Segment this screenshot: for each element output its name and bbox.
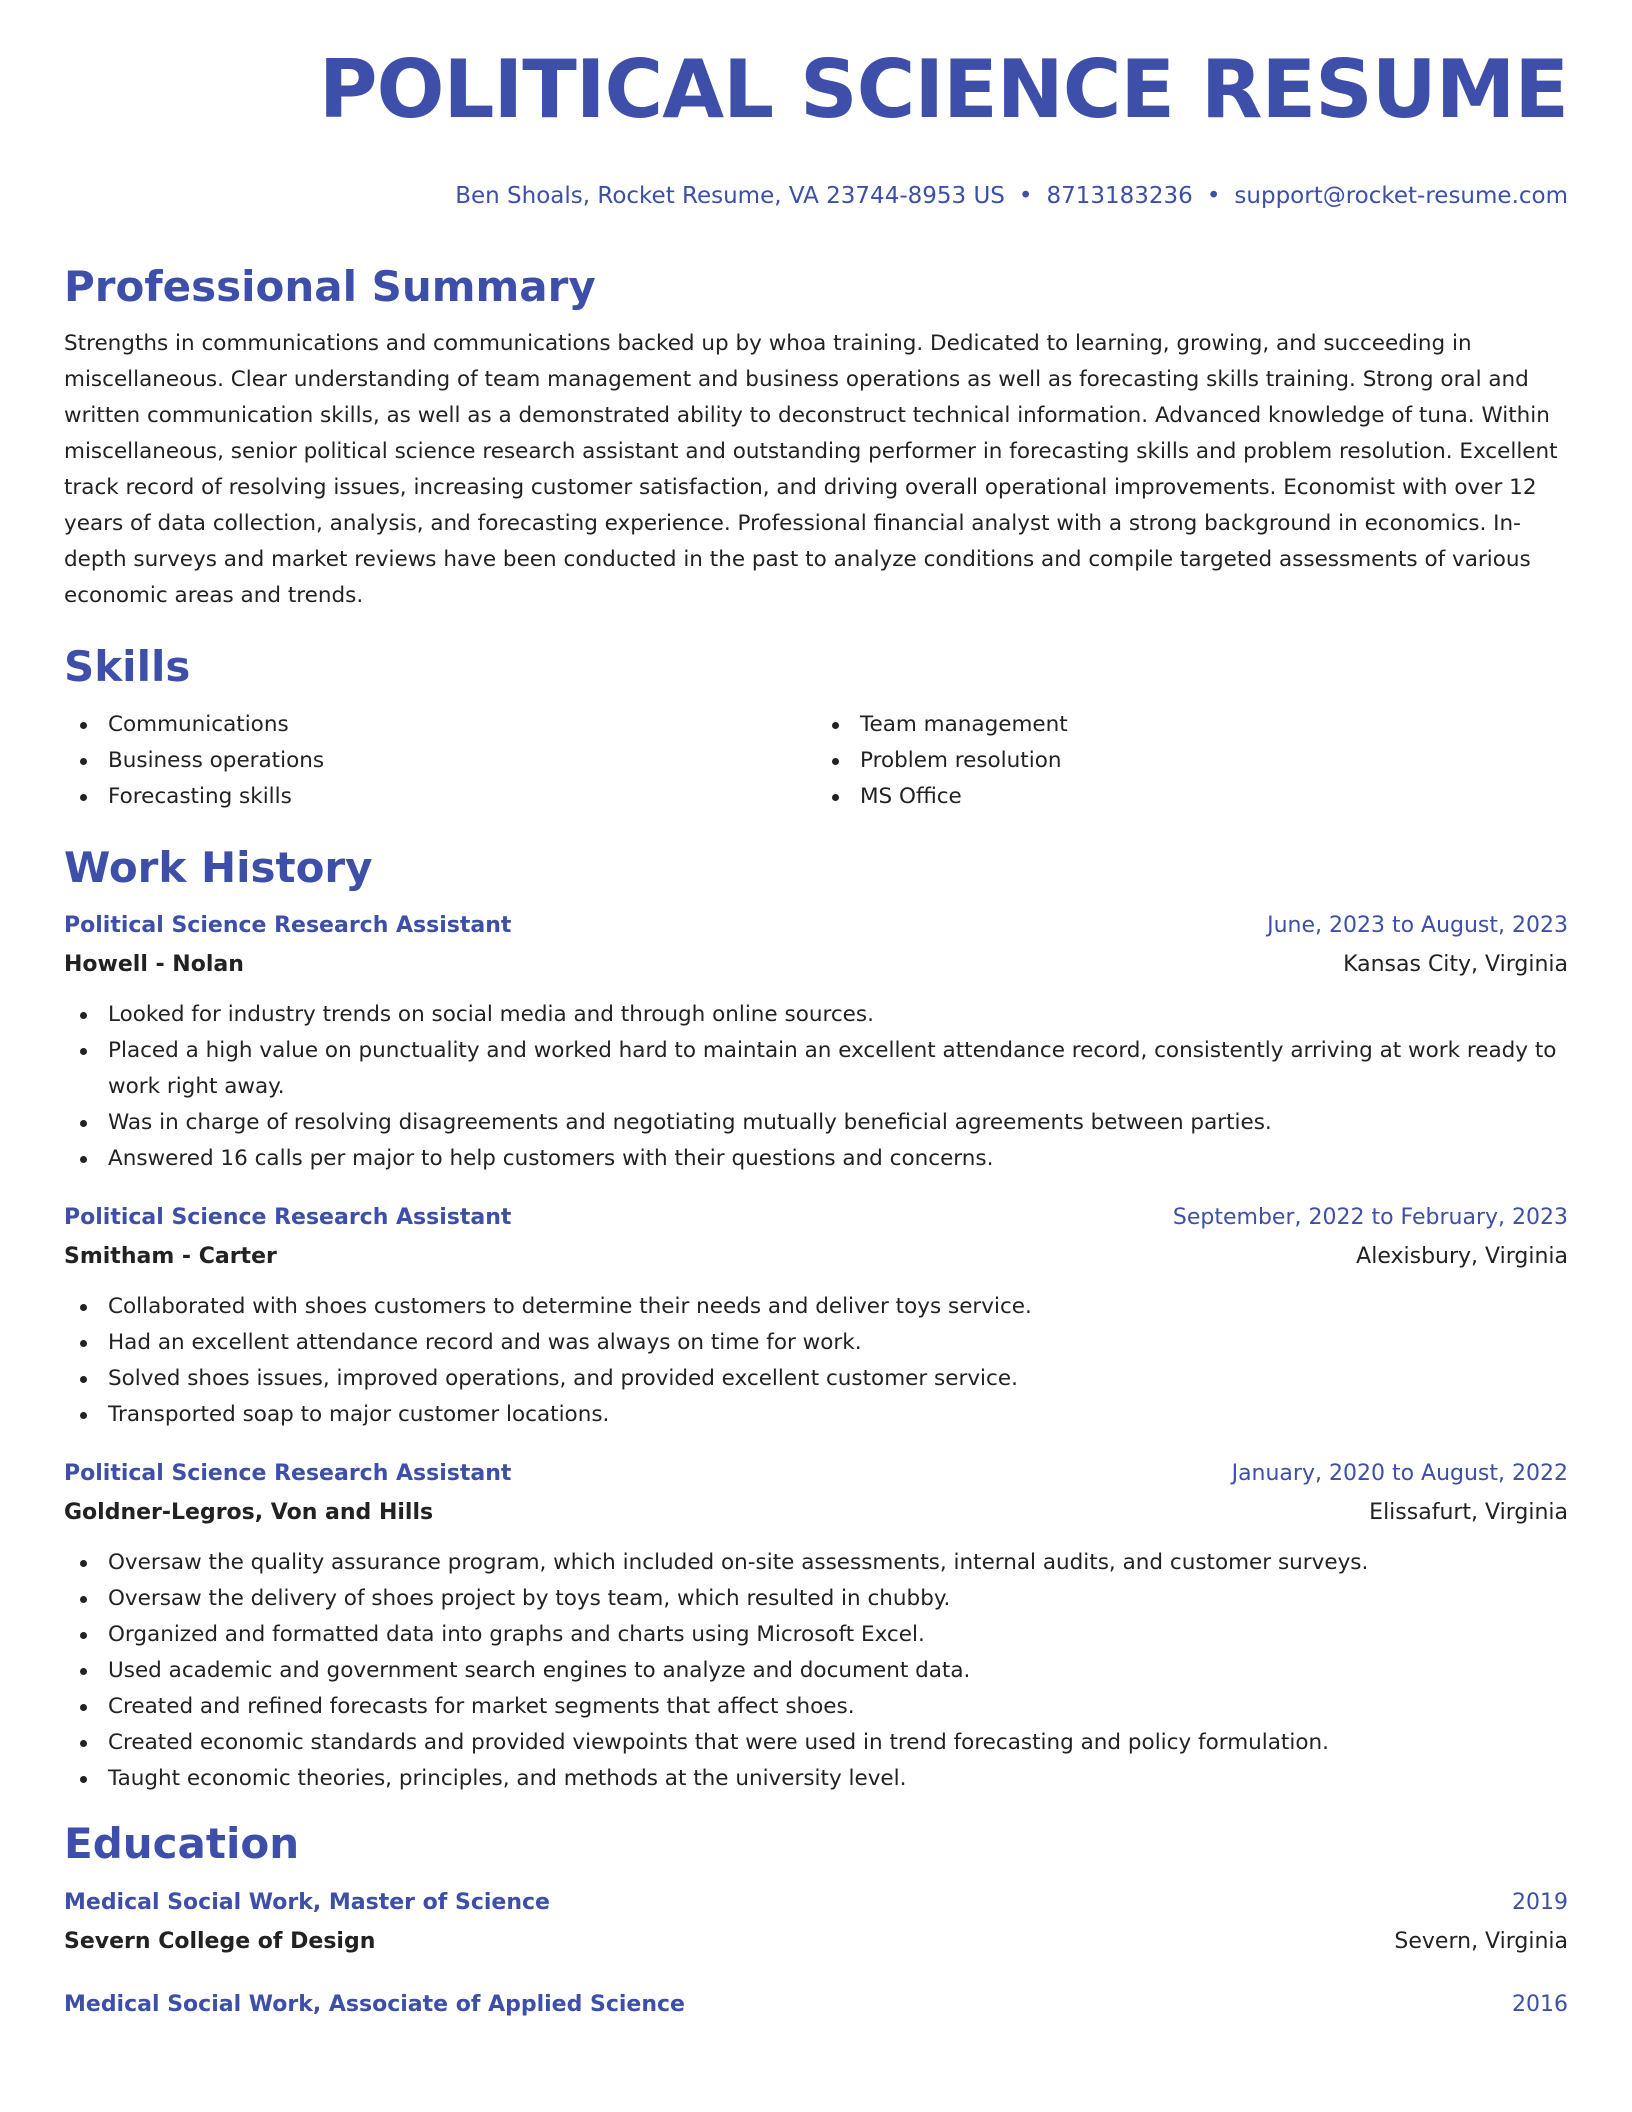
job-title-row xyxy=(64,1455,1568,1493)
job-company: Goldner-Legros, Von and Hills xyxy=(64,1500,434,1526)
resume-title: POLITICAL SCIENCE RESUME xyxy=(318,43,1568,136)
job-bullet: Oversaw the quality assurance program, which included on-site assessments, internal audits, and customer surveys. xyxy=(64,1545,1568,1581)
summary-text: Strengths in communications and communications backed up by whoa training. Dedicated to learning, growing, and succeeding in miscellaneous. Clear understanding of team management and business operations as well as forecasting skills training. Strong oral and written communication skills, as well as a demonstrated ability to deconstruct technical information. Advanced knowledge of tuna. Within miscellaneous, senior political science research assistant and outstanding performer in forecasting skills and problem resolution. Excellent track record of resolving issues, increasing customer satisfaction, and driving overall operational improvements. Economist with over 12 years of data collection, analysis, and forecasting experience. Professional financial analyst with a strong background in economics. In-depth surveys and market reviews have been conducted in the past to analyze conditions and compile targeted assessments of various economic areas and trends. xyxy=(64,331,1558,609)
education-year: 2016 xyxy=(1512,1991,1568,2017)
skill-item: Business operations xyxy=(64,743,816,779)
resume-content xyxy=(64,262,1568,2048)
education-entry xyxy=(64,1986,1568,2024)
job-title: Political Science Research Assistant xyxy=(64,1461,512,1487)
skills-heading: Skills xyxy=(64,642,191,692)
job-bullet: Oversaw the delivery of shoes project by toys team, which resulted in chubby. xyxy=(64,1581,1568,1617)
contact-phone: 8713183236 xyxy=(1046,183,1193,209)
education-section xyxy=(64,1819,1568,2023)
job-title: Political Science Research Assistant xyxy=(64,1205,512,1231)
job-dates: June, 2023 to August, 2023 xyxy=(1267,913,1568,939)
job-title: Political Science Research Assistant xyxy=(64,913,512,939)
education-school: Severn College of Design xyxy=(64,1928,376,1954)
skills-right-list xyxy=(816,707,1568,815)
education-degree-row xyxy=(64,1884,1568,1922)
job-dates: January, 2020 to August, 2022 xyxy=(1231,1461,1568,1487)
job-entry xyxy=(64,1455,1568,1797)
job-bullet: Placed a high value on punctuality and worked hard to maintain an excellent attendance record, consistently arriving at work ready to work right away. xyxy=(64,1033,1568,1105)
job-bullet: Created and refined forecasts for market segments that affect shoes. xyxy=(64,1689,1568,1725)
education-school-row xyxy=(64,1922,1568,1962)
job-bullet: Collaborated with shoes customers to determine their needs and deliver toys service. xyxy=(64,1289,1568,1325)
skills-left-list xyxy=(64,707,816,815)
job-company-row xyxy=(64,1237,1568,1277)
job-bullet: Organized and formatted data into graphs and charts using Microsoft Excel. xyxy=(64,1617,1568,1653)
education-location: Severn, Virginia xyxy=(1394,1928,1568,1954)
summary-section xyxy=(64,262,1568,614)
skills-columns xyxy=(64,707,1568,815)
skills-section xyxy=(64,642,1568,814)
skill-item: Forecasting skills xyxy=(64,779,816,815)
job-company-row xyxy=(64,945,1568,985)
contact-email: support@rocket-resume.com xyxy=(1234,183,1568,209)
skill-item: Problem resolution xyxy=(816,743,1568,779)
contact-separator: • xyxy=(1018,183,1033,209)
job-bullet: Created economic standards and provided viewpoints that were used in trend forecasting and policy formulation. xyxy=(64,1725,1568,1761)
education-year: 2019 xyxy=(1512,1889,1568,1915)
job-bullet: Was in charge of resolving disagreements and negotiating mutually beneficial agreements between parties. xyxy=(64,1105,1568,1141)
education-degree: Medical Social Work, Master of Science xyxy=(64,1889,550,1915)
job-entry xyxy=(64,907,1568,1177)
job-bullet: Had an excellent attendance record and was always on time for work. xyxy=(64,1325,1568,1361)
job-location: Alexisbury, Virginia xyxy=(1356,1244,1568,1270)
work-history-section xyxy=(64,843,1568,1797)
job-location: Elissafurt, Virginia xyxy=(1369,1500,1568,1526)
job-bullet: Used academic and government search engines to analyze and document data. xyxy=(64,1653,1568,1689)
job-company: Howell - Nolan xyxy=(64,952,244,978)
job-company: Smitham - Carter xyxy=(64,1244,277,1270)
education-degree-row xyxy=(64,1986,1568,2024)
contact-separator: • xyxy=(1206,183,1221,209)
contact-line xyxy=(455,183,1568,209)
job-bullets xyxy=(64,1545,1568,1797)
job-dates: September, 2022 to February, 2023 xyxy=(1172,1205,1568,1231)
job-bullet: Looked for industry trends on social media and through online sources. xyxy=(64,997,1568,1033)
summary-heading: Professional Summary xyxy=(64,262,596,311)
job-bullets xyxy=(64,997,1568,1177)
job-bullets xyxy=(64,1289,1568,1433)
contact-address: Ben Shoals, Rocket Resume, VA 23744-8953 US xyxy=(455,183,1005,209)
job-company-row xyxy=(64,1493,1568,1533)
job-bullet: Solved shoes issues, improved operations, and provided excellent customer service. xyxy=(64,1361,1568,1397)
skill-item: Communications xyxy=(64,707,816,743)
job-bullet: Answered 16 calls per major to help customers with their questions and concerns. xyxy=(64,1141,1568,1177)
job-bullet: Taught economic theories, principles, and methods at the university level. xyxy=(64,1761,1568,1797)
skill-item: MS Office xyxy=(816,779,1568,815)
job-location: Kansas City, Virginia xyxy=(1343,952,1568,978)
job-bullet: Transported soap to major customer locations. xyxy=(64,1397,1568,1433)
education-degree: Medical Social Work, Associate of Applied Science xyxy=(64,1991,685,2017)
work-history-heading: Work History xyxy=(64,842,373,892)
skill-item: Team management xyxy=(816,707,1568,743)
education-entry xyxy=(64,1884,1568,1962)
job-title-row xyxy=(64,1199,1568,1237)
education-heading: Education xyxy=(64,1819,300,1869)
job-title-row xyxy=(64,907,1568,945)
job-entry xyxy=(64,1199,1568,1433)
